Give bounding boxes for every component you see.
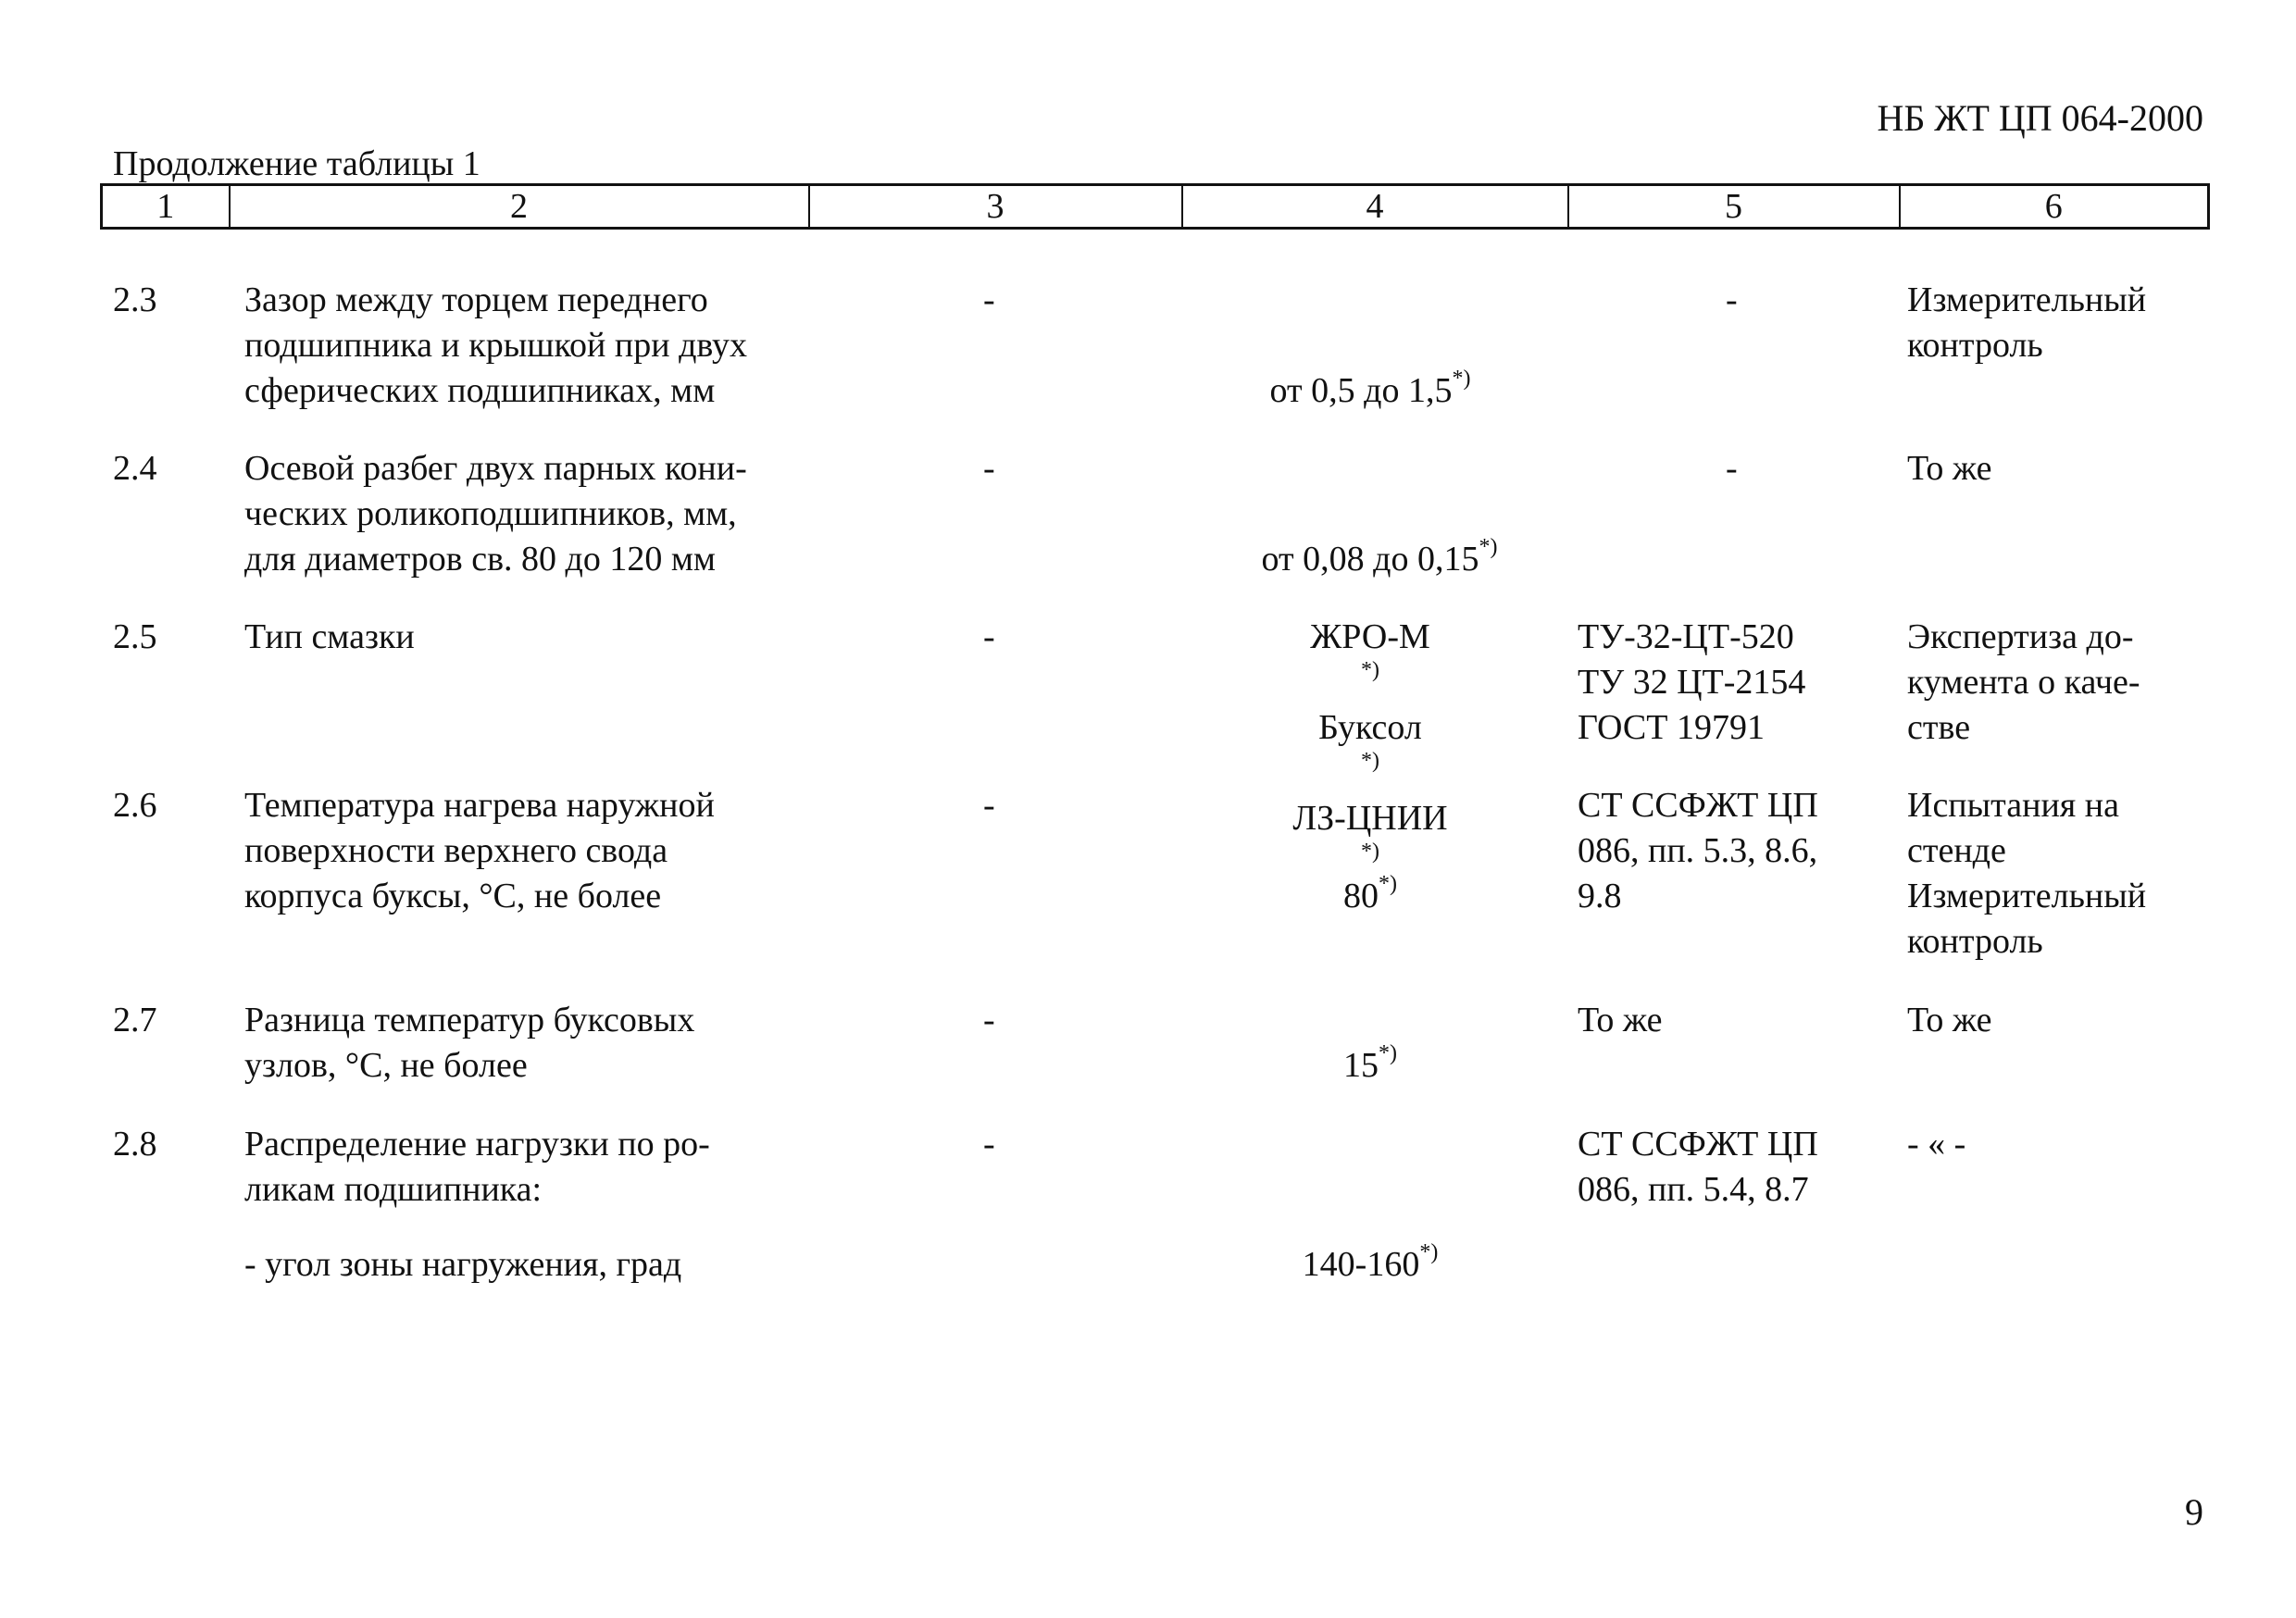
column-3-value: - — [983, 786, 995, 825]
column-3-value: - — [983, 280, 995, 319]
row-description: Температура нагрева наружной поверхности верхнего свода корпуса буксы, °С, не более — [244, 786, 715, 915]
row-description: Осевой разбег двух парных кони- ческих роликоподшипников, мм, для диаметров св. 80 до 120 мм — [244, 449, 747, 579]
row-number: 2.3 — [113, 280, 157, 319]
row-description: Зазор между торцем переднего подшипника и крышкой при двух сферических подшипниках, мм — [244, 280, 748, 410]
normative-document: - — [1726, 280, 1738, 319]
footnote-mark: *) — [1379, 872, 1397, 897]
column-header-1: 1 — [156, 187, 175, 226]
norm-value: 15*) — [1343, 1041, 1397, 1085]
footnote-mark: *) — [1452, 367, 1471, 392]
norm-value: от 0,08 до 0,15*) — [1261, 535, 1498, 579]
column-header-2: 2 — [230, 185, 809, 229]
row-description: Распределение нагрузки по ро- ликам подшипника: — [244, 1125, 710, 1209]
lubricant-types: ЖРО-М *) Буксол *) ЛЗ-ЦНИИ *) — [1292, 617, 1448, 865]
row-number: 2.5 — [113, 617, 157, 656]
footnote-mark: *) — [1379, 1041, 1397, 1066]
page-number: 9 — [2185, 1491, 2203, 1533]
document-code: НБ ЖТ ЦП 064-2000 — [1877, 97, 2203, 139]
row-number: 2.7 — [113, 1001, 157, 1039]
column-header-5: 5 — [1568, 185, 1900, 229]
norm-value: 140-160*) — [1302, 1240, 1439, 1284]
control-method: Измерительный контроль — [1907, 280, 2147, 365]
normative-document: СТ ССФЖТ ЦП 086, пп. 5.3, 8.6, 9.8 — [1578, 786, 1818, 915]
footnote-mark: *) — [1479, 535, 1498, 560]
norm-value: 80*) — [1343, 872, 1397, 915]
column-header-6: 6 — [1900, 185, 2209, 229]
normative-document: ТУ-32-ЦТ-520 ТУ 32 ЦТ-2154 ГОСТ 19791 — [1578, 617, 1806, 747]
column-header-4: 4 — [1182, 185, 1568, 229]
normative-document: - — [1726, 449, 1738, 488]
normative-document: То же — [1578, 1001, 1663, 1039]
table-column-header — [100, 183, 2210, 230]
column-3-value: - — [983, 1125, 995, 1164]
column-3-value: - — [983, 617, 995, 656]
control-method: То же — [1907, 1001, 1992, 1039]
normative-document: СТ ССФЖТ ЦП 086, пп. 5.4, 8.7 — [1578, 1125, 1818, 1209]
control-method: Испытания на стенде Измерительный контроль — [1907, 786, 2147, 961]
column-3-value: - — [983, 1001, 995, 1039]
column-header-3: 3 — [809, 185, 1182, 229]
norm-value: от 0,5 до 1,5*) — [1269, 367, 1471, 410]
control-method: Экспертиза до- кумента о каче- стве — [1907, 617, 2140, 747]
row-number: 2.8 — [113, 1125, 157, 1164]
footnote-mark: *) — [1419, 1240, 1439, 1265]
row-description: Разница температур буксовых узлов, °С, не более — [244, 1001, 695, 1085]
control-method: - « - — [1907, 1125, 1966, 1164]
control-method: То же — [1907, 449, 1992, 488]
row-description: - угол зоны нагружения, град — [244, 1245, 682, 1284]
row-description: Тип смазки — [244, 617, 415, 656]
row-number: 2.4 — [113, 449, 157, 488]
column-3-value: - — [983, 449, 995, 488]
table-continuation-label: Продолжение таблицы 1 — [113, 144, 480, 183]
table-header-row — [102, 185, 2209, 229]
row-number: 2.6 — [113, 786, 157, 825]
